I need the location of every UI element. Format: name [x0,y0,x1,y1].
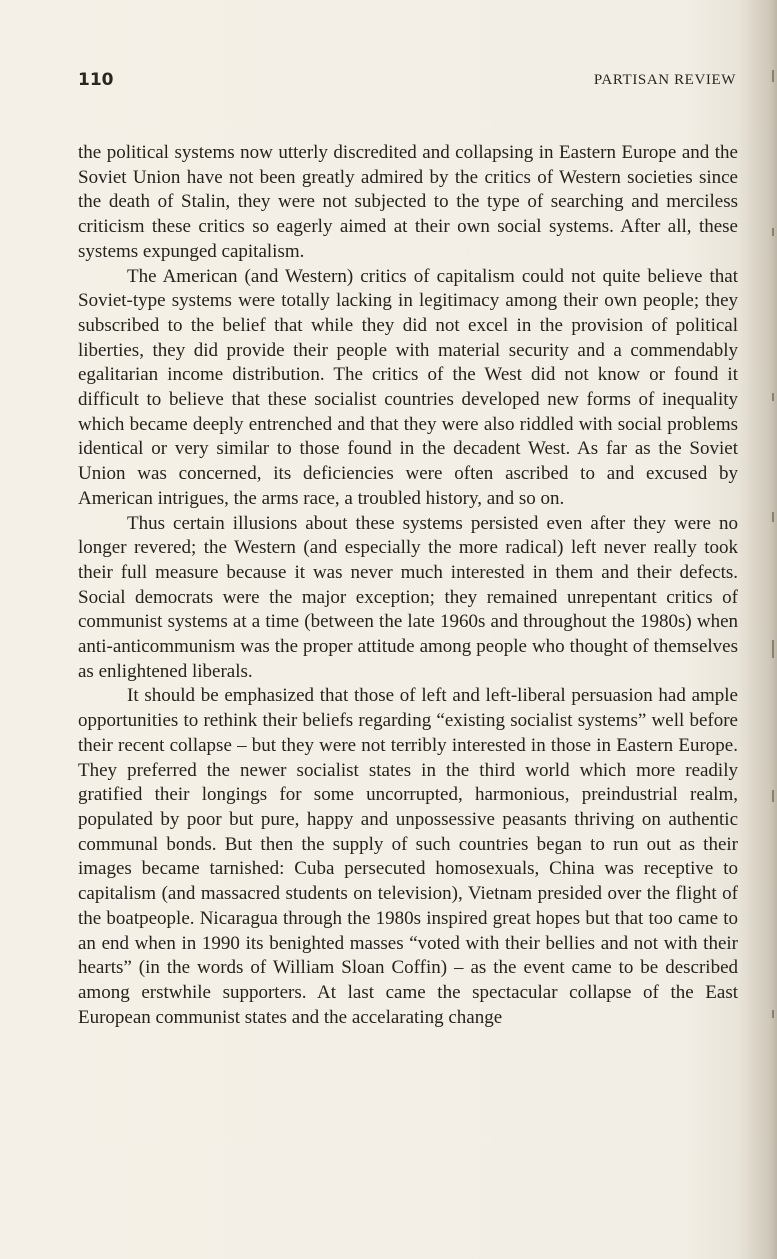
paragraph: Thus certain illusions about these systems persisted even after they were no longer revered; the Western (and especially the more radical) left never really took their full measure because it was never much interested in them and their defects. Social democrats were the major exception; they remained unrepentant critics of communist systems at a time (between the late 1960s and throughout the 1980s) when anti-anticommunism was the proper attitude among people who thought of themselves as enlightened liberals. [78,512,738,682]
binding-edge-mark [772,1010,774,1018]
page-number: 110 [78,70,114,90]
paragraph: The American (and Western) critics of capitalism could not quite believe that Soviet-type systems were totally lacking in legitimacy among their own people; they subscribed to the belief that while they did not excel in the provision of political liberties, they did provide their people with material security and a commendably egalitarian income distribution. The critics of the West did not know or found it difficult to believe that these socialist countries developed new forms of inequality which became deeply entrenched and that they were also riddled with social problems identical or very similar to those found in the decadent West. As far as the Soviet Union was concerned, its deficiencies were often ascribed to and excused by American intrigues, the arms race, a troubled history, and so on. [78,265,738,509]
running-head: PARTISAN REVIEW [593,72,736,88]
paragraph: It should be emphasized that those of left and left-liberal persuasion had ample opportunities to rethink their beliefs regarding “existing socialist systems” well before their recent collapse – but they were not terribly interested in those in Eastern Europe. They preferred the newer socialist states in the third world which more readily gratified their longings for some uncorrupted, harmonious, preindustrial realm, populated by poor but pure, happy and unpossessive peasants thriving on authentic communal bonds. But then the supply of such countries began to run out as their images became tarnished: Cuba persecuted homosexuals, China was receptive to capitalism (and massacred students on television), Vietnam presided over the flight of the boatpeople. Nicaragua through the 1980s inspired great hopes but that too came to an end when in 1990 its benighted masses “voted with their bellies and not with their hearts” (in the words of William Sloan Coffin) – as the event came to be described among erstwhile supporters. At last came the spectacular collapse of the East European communist states and the accelarating change [78,685,738,1028]
binding-edge-mark [772,790,774,802]
binding-edge-mark [772,640,774,658]
body-text [78,141,738,1030]
binding-edge-mark [772,70,774,82]
binding-edge-mark [772,512,774,522]
page-header [78,70,736,94]
paragraph-continued: the political systems now utterly discredited and collapsing in Eastern Europe and the Soviet Union have not been greatly admired by the critics of Western societies since the death of Stalin, they were not subjected to the type of searching and merciless criticism these critics so eagerly aimed at their own social systems. After all, these systems expunged capitalism. [78,142,738,262]
binding-edge-mark [772,228,774,236]
binding-edge-mark [772,393,774,401]
